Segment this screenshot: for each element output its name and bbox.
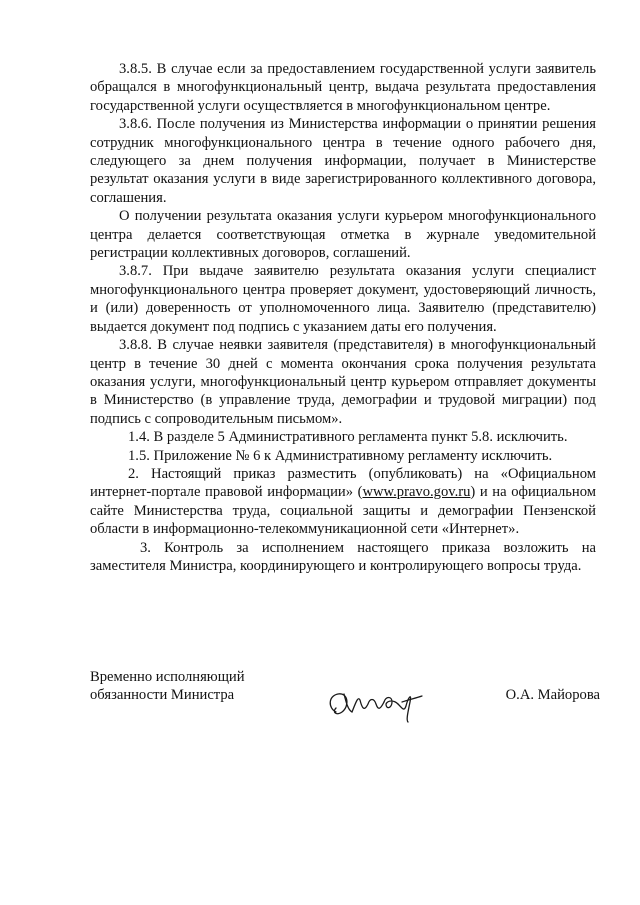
signatory-name: О.А. Майорова [505, 687, 600, 703]
paragraph-3-8-6-courier: О получении результата оказания услуги курьером многофункционального центра делается соответствующая отметка в журнале уведомительной регистрации коллективных договоров, соглашений. [90, 208, 596, 262]
pravo-gov-link[interactable]: www.pravo.gov.ru [362, 484, 471, 501]
paragraph-2-text-start: 2. Настоящий приказ разместить (опубликовать) на «Официальном интернет-портале правовой информации» ( [90, 465, 596, 501]
paragraph-1-5: 1.5. Приложение № 6 к Административному регламенту исключить. [128, 447, 553, 464]
paragraph-1-4: 1.4. В разделе 5 Административного регламента пункт 5.8. исключить. [128, 429, 568, 446]
signatory-position [90, 668, 245, 705]
paragraph-3: 3. Контроль за исполнением настоящего приказа возложить на заместителя Министра, координирующего и контролирующего вопросы труда. [90, 539, 596, 574]
handwritten-signature [322, 682, 426, 726]
paragraph-3-8-5: 3.8.5. В случае если за предоставлением государственной услуги заявитель обращался в многофункциональный центр, выдача результата предоставления государственной услуги осуществляется в многофункциональном центре. [90, 61, 596, 114]
document-body [90, 60, 596, 575]
signature-block [90, 668, 600, 728]
paragraph-2-text-end: ) и на официальном сайте Министерства труда, социальной защиты и демографии Пензенской области в информационно-телекоммуникационной сети «Интернет». [90, 484, 596, 538]
paragraph-3-8-7: 3.8.7. При выдаче заявителю результата оказания услуги специалист многофункционального центра проверяет документ, удостоверяющий личность, и (или) доверенность от уполномоченного лица. Заявителю (представителю) выдается документ под подпись с указанием даты его получения. [90, 263, 596, 335]
signatory-position-line-2: обязанности Министра [90, 687, 235, 704]
paragraph-3-8-8: 3.8.8. В случае неявки заявителя (представителя) в многофункциональный центр в течение 30 дней с момента окончания срока получения результата оказания услуги, многофункциональный центр курьером отправляет документы в Министерство (в управление труда, демографии и трудовой миграции) под подпись с сопроводительным письмом». [90, 337, 596, 427]
paragraph-2 [90, 465, 596, 539]
signatory-position-line-1: Временно исполняющий [90, 669, 245, 685]
paragraph-3-8-6: 3.8.6. После получения из Министерства информации о принятии решения сотрудник многофункционального центра в течение одного рабочего дня, следующего за днем получения информации, получает в Министерстве результат оказания услуги в виде зарегистрированного коллективного договора, соглашения. [90, 116, 596, 206]
